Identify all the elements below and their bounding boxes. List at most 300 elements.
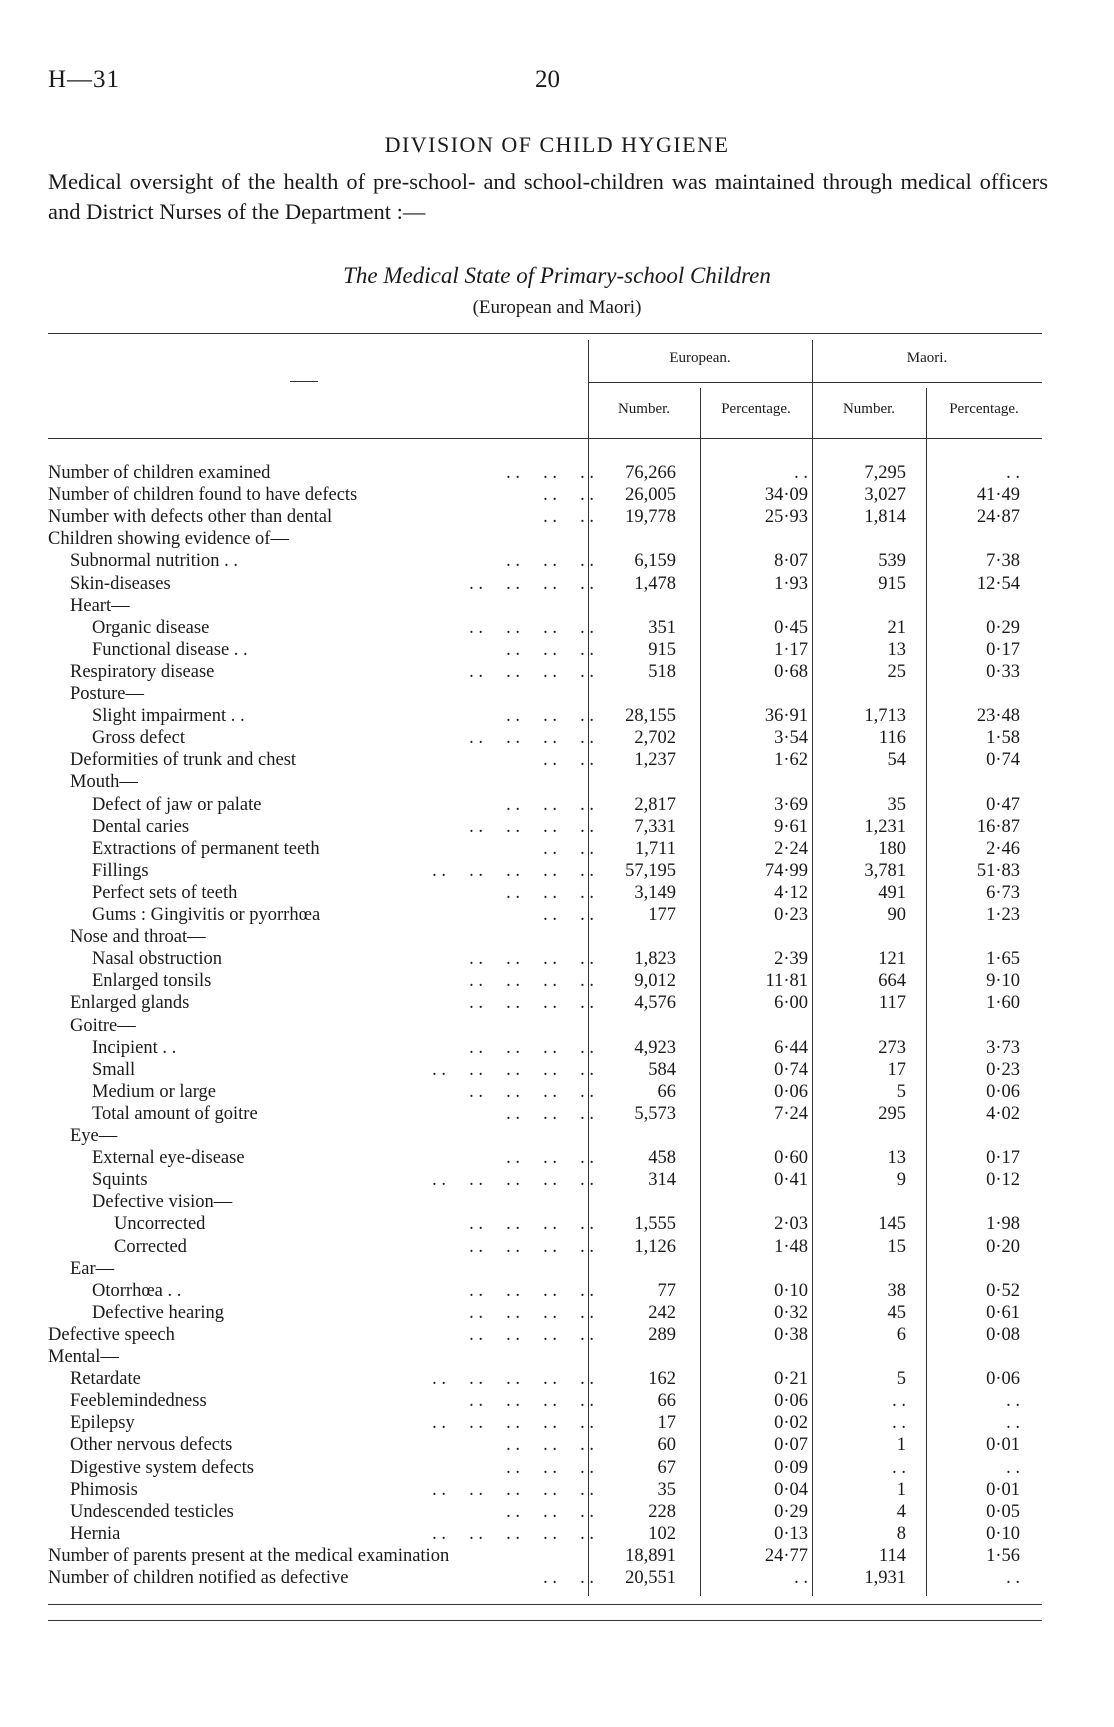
leader-dots: . . . . . . . . . . bbox=[432, 1523, 594, 1544]
cell-eu-percentage: 36·91 bbox=[764, 706, 808, 727]
cell-mao-percentage: 0·12 bbox=[986, 1170, 1020, 1191]
cell-eu-percentage: 0·06 bbox=[774, 1391, 808, 1412]
cell-mao-number: 9 bbox=[896, 1170, 906, 1191]
cell-mao-number: . . bbox=[892, 1457, 906, 1478]
leader-dots: . . . . bbox=[543, 507, 594, 528]
leader-dots: . . . . . . . . bbox=[469, 617, 594, 638]
row-label: Goitre— bbox=[70, 1015, 136, 1036]
cell-eu-number: 4,923 bbox=[634, 1037, 676, 1058]
intro-paragraph: Medical oversight of the health of pre-school- and school-children was maintained through medical officers and District Nurses of the Department :— bbox=[48, 169, 1048, 224]
header-eu-number: Number. bbox=[617, 401, 671, 417]
leader-dots: . . . . bbox=[543, 905, 594, 925]
row-label: Ear— bbox=[70, 1258, 115, 1279]
cell-mao-percentage: . . bbox=[1006, 1413, 1020, 1434]
cell-eu-percentage: 1·62 bbox=[774, 750, 808, 771]
cell-mao-percentage: 24·87 bbox=[976, 507, 1020, 528]
table-row bbox=[0, 705, 1114, 727]
cell-eu-number: 102 bbox=[648, 1523, 676, 1544]
cell-eu-percentage: 0·06 bbox=[774, 1081, 808, 1102]
cell-mao-percentage: . . bbox=[1006, 1457, 1020, 1478]
table-row bbox=[0, 794, 1114, 816]
row-label: External eye-disease bbox=[92, 1148, 245, 1169]
cell-eu-percentage: 0·68 bbox=[774, 661, 808, 682]
table-subtitle: (European and Maori) bbox=[472, 297, 642, 318]
row-label: Uncorrected bbox=[114, 1214, 206, 1235]
table-row bbox=[0, 1059, 1114, 1081]
row-label: Eye— bbox=[70, 1126, 118, 1146]
cell-eu-percentage: 0·45 bbox=[774, 617, 808, 638]
leader-dots: . . . . . . . . . . bbox=[432, 1170, 594, 1191]
cell-eu-number: 314 bbox=[648, 1170, 676, 1191]
cell-eu-number: 35 bbox=[657, 1479, 676, 1500]
leader-dots: . . . . . . bbox=[506, 882, 594, 903]
table-row bbox=[0, 1081, 1114, 1103]
table-row bbox=[0, 1103, 1114, 1125]
cell-eu-number: 2,702 bbox=[634, 728, 676, 749]
header-mao-number: Number. bbox=[842, 401, 896, 417]
leader-dots: . . . . . . . . bbox=[469, 1037, 594, 1058]
row-label: Perfect sets of teeth bbox=[92, 882, 238, 903]
table-bottom-rule-2 bbox=[48, 1620, 1042, 1621]
table-row bbox=[0, 550, 1114, 572]
leader-dots: . . . . . . bbox=[506, 1435, 594, 1456]
cell-eu-percentage: 0·29 bbox=[774, 1501, 808, 1522]
table-row bbox=[0, 860, 1114, 882]
table-row bbox=[0, 484, 1114, 506]
table-row bbox=[0, 882, 1114, 904]
table-row bbox=[0, 1390, 1114, 1412]
row-label: Number of children notified as defective bbox=[48, 1568, 349, 1588]
row-label: Organic disease bbox=[92, 617, 210, 638]
cell-mao-percentage: 0·06 bbox=[986, 1369, 1020, 1390]
table-row bbox=[0, 727, 1114, 749]
cell-mao-number: 54 bbox=[887, 750, 906, 771]
table-row bbox=[0, 1324, 1114, 1346]
cell-eu-percentage: 0·41 bbox=[774, 1170, 808, 1191]
cell-eu-percentage: 2·24 bbox=[774, 838, 808, 859]
row-label: Enlarged glands bbox=[70, 993, 190, 1014]
cell-mao-percentage: 0·74 bbox=[986, 750, 1020, 771]
table-bottom-rule bbox=[48, 1604, 1042, 1605]
leader-dots: . . . . . . . . bbox=[469, 1302, 594, 1323]
leader-dots: . . . . . . . . . . bbox=[432, 1369, 594, 1390]
cell-mao-percentage: . . bbox=[1006, 463, 1020, 483]
row-label: Number of children examined bbox=[48, 463, 271, 483]
leader-dots: . . . . bbox=[543, 485, 594, 506]
table-row bbox=[0, 639, 1114, 661]
cell-eu-percentage: 3·69 bbox=[774, 794, 808, 815]
table-row bbox=[0, 1567, 1114, 1589]
leader-dots: . . . . . . bbox=[506, 1103, 594, 1124]
cell-mao-number: 21 bbox=[887, 617, 906, 638]
table-row bbox=[0, 573, 1114, 595]
cell-mao-percentage: 0·10 bbox=[986, 1523, 1020, 1544]
cell-mao-number: 116 bbox=[878, 728, 906, 749]
cell-mao-percentage: 12·54 bbox=[976, 573, 1020, 594]
cell-mao-number: 15 bbox=[887, 1236, 906, 1257]
leader-dots: . . . . . . . . bbox=[469, 573, 594, 594]
cell-eu-number: 7,331 bbox=[634, 816, 676, 837]
cell-eu-number: 67 bbox=[657, 1457, 676, 1478]
cell-mao-number: 539 bbox=[878, 551, 906, 572]
cell-eu-number: 1,823 bbox=[634, 949, 676, 970]
cell-mao-percentage: 9·10 bbox=[986, 971, 1020, 992]
row-label: Skin-diseases bbox=[70, 573, 171, 594]
cell-mao-number: 1,713 bbox=[864, 706, 906, 727]
row-label: Retardate bbox=[70, 1369, 141, 1390]
cell-mao-percentage: 0·17 bbox=[986, 1148, 1020, 1169]
leader-dots: . . . . . . . . bbox=[469, 1324, 594, 1345]
cell-mao-percentage: 2·46 bbox=[986, 838, 1020, 859]
cell-mao-number: 35 bbox=[887, 794, 906, 815]
table-row bbox=[0, 506, 1114, 528]
cell-mao-number: 5 bbox=[896, 1081, 906, 1102]
leader-dots: . . . . . . . . bbox=[469, 993, 594, 1014]
cell-eu-number: 3,149 bbox=[634, 882, 676, 903]
row-label: Otorrhœa . . bbox=[92, 1280, 182, 1301]
cell-mao-percentage: 0·05 bbox=[986, 1501, 1020, 1522]
leader-dots: . . . . bbox=[543, 838, 594, 859]
cell-eu-percentage: 1·93 bbox=[774, 573, 808, 594]
cell-mao-percentage: 0·08 bbox=[986, 1324, 1020, 1345]
cell-mao-number: 273 bbox=[878, 1037, 906, 1058]
cell-mao-percentage: 0·23 bbox=[986, 1059, 1020, 1080]
leader-dots: . . . . . . . . bbox=[469, 1236, 594, 1257]
cell-eu-percentage: 9·61 bbox=[774, 816, 808, 837]
row-label: Feeblemindedness bbox=[70, 1391, 207, 1412]
leader-dots: . . . . . . . . bbox=[469, 1081, 594, 1102]
cell-mao-number: 295 bbox=[878, 1103, 906, 1124]
table-row bbox=[0, 771, 1114, 793]
cell-mao-number: 13 bbox=[887, 639, 906, 660]
row-label: Defective hearing bbox=[92, 1302, 224, 1323]
cell-mao-percentage: 3·73 bbox=[986, 1037, 1020, 1058]
table-row bbox=[0, 1368, 1114, 1390]
cell-mao-number: 5 bbox=[896, 1369, 906, 1390]
cell-mao-percentage: 41·49 bbox=[976, 485, 1020, 506]
cell-mao-percentage: 1·58 bbox=[986, 728, 1020, 749]
table-row bbox=[0, 992, 1114, 1014]
row-label: Defective speech bbox=[48, 1324, 175, 1345]
cell-eu-number: 28,155 bbox=[625, 706, 676, 727]
cell-mao-percentage: 0·17 bbox=[986, 639, 1020, 660]
cell-mao-number: 1 bbox=[896, 1435, 906, 1456]
cell-mao-percentage: 0·29 bbox=[986, 617, 1020, 638]
cell-mao-number: 664 bbox=[878, 971, 906, 992]
cell-mao-percentage: 1·23 bbox=[986, 905, 1020, 925]
cell-mao-percentage: 0·06 bbox=[986, 1081, 1020, 1102]
cell-eu-percentage: 0·09 bbox=[774, 1457, 808, 1478]
cell-eu-number: 5,573 bbox=[634, 1103, 676, 1124]
cell-mao-percentage: 0·61 bbox=[986, 1302, 1020, 1323]
leader-dots: . . . . . . . . bbox=[469, 661, 594, 682]
row-label: Number of children found to have defects bbox=[48, 485, 358, 506]
cell-mao-percentage: 0·33 bbox=[986, 661, 1020, 682]
cell-mao-number: 1 bbox=[896, 1479, 906, 1500]
table-row bbox=[0, 1258, 1114, 1280]
cell-eu-number: 76,266 bbox=[625, 463, 676, 483]
leader-dots: . . . . . . bbox=[506, 706, 594, 727]
cell-eu-percentage: 3·54 bbox=[774, 728, 808, 749]
row-label: Mental— bbox=[48, 1347, 119, 1367]
cell-eu-percentage: 0·04 bbox=[774, 1479, 808, 1500]
cell-eu-number: 66 bbox=[657, 1391, 676, 1412]
leader-dots: . . . . . . bbox=[506, 551, 594, 572]
cell-mao-number: 3,027 bbox=[864, 485, 906, 506]
cell-eu-number: 228 bbox=[648, 1501, 676, 1522]
table-row bbox=[0, 1545, 1114, 1567]
cell-eu-percentage: 0·10 bbox=[774, 1280, 808, 1301]
row-label: Defect of jaw or palate bbox=[92, 794, 262, 815]
cell-mao-number: 180 bbox=[878, 838, 906, 859]
table-row bbox=[0, 1169, 1114, 1191]
row-label: Squints bbox=[92, 1170, 148, 1191]
leader-dots: . . . . bbox=[543, 1568, 594, 1588]
cell-mao-number: 491 bbox=[878, 882, 906, 903]
cell-eu-percentage: 2·39 bbox=[774, 949, 808, 970]
cell-mao-percentage: . . bbox=[1006, 1568, 1020, 1588]
table-row bbox=[0, 595, 1114, 617]
cell-eu-percentage: 0·21 bbox=[774, 1369, 808, 1390]
cell-mao-percentage: 23·48 bbox=[976, 706, 1020, 727]
table-row bbox=[0, 683, 1114, 705]
row-label: Heart— bbox=[70, 595, 130, 616]
leader-dots: . . . . . . . . bbox=[469, 1214, 594, 1235]
cell-eu-percentage: 1·48 bbox=[774, 1236, 808, 1257]
row-label: Posture— bbox=[70, 684, 144, 704]
table-row bbox=[0, 462, 1114, 484]
cell-eu-number: 60 bbox=[657, 1435, 676, 1456]
cell-mao-percentage: 6·73 bbox=[986, 882, 1020, 903]
table-row bbox=[0, 661, 1114, 683]
cell-mao-number: 1,814 bbox=[864, 507, 906, 528]
leader-dots: . . . . . . . . . . bbox=[432, 1479, 594, 1500]
cell-eu-percentage: 6·00 bbox=[774, 993, 808, 1014]
cell-eu-percentage: 4·12 bbox=[774, 882, 808, 903]
cell-eu-percentage: 25·93 bbox=[764, 507, 808, 528]
cell-eu-number: 289 bbox=[648, 1324, 676, 1345]
cell-mao-percentage: 0·52 bbox=[986, 1280, 1020, 1301]
cell-eu-number: 162 bbox=[648, 1369, 676, 1390]
table-row bbox=[0, 617, 1114, 639]
leader-dots: . . . . . . . . bbox=[469, 1280, 594, 1301]
row-label: Corrected bbox=[114, 1236, 187, 1257]
cell-mao-number: 45 bbox=[887, 1302, 906, 1323]
table-row bbox=[0, 1213, 1114, 1235]
group-header-rule bbox=[588, 382, 1042, 383]
table-row bbox=[0, 926, 1114, 948]
cell-eu-percentage: 0·13 bbox=[774, 1523, 808, 1544]
row-label: Other nervous defects bbox=[70, 1435, 233, 1456]
table-row bbox=[0, 1147, 1114, 1169]
row-label: Respiratory disease bbox=[70, 661, 215, 682]
cell-eu-number: 6,159 bbox=[634, 551, 676, 572]
cell-eu-percentage: 11·81 bbox=[765, 971, 808, 992]
table-row bbox=[0, 838, 1114, 860]
leader-dots: . . . . bbox=[543, 750, 594, 771]
cell-eu-number: 177 bbox=[648, 905, 676, 925]
cell-mao-number: 17 bbox=[887, 1059, 906, 1080]
cell-mao-number: 1,931 bbox=[864, 1568, 906, 1588]
cell-mao-number: 1,231 bbox=[864, 816, 906, 837]
cell-eu-percentage: 0·74 bbox=[774, 1059, 808, 1080]
cell-mao-number: 145 bbox=[878, 1214, 906, 1235]
leader-dots: . . . . . . . . . . bbox=[432, 1413, 594, 1434]
row-label: Nasal obstruction bbox=[92, 949, 222, 970]
cell-eu-percentage: 0·02 bbox=[774, 1413, 808, 1434]
table-row bbox=[0, 948, 1114, 970]
header-eu-percentage: Percentage. bbox=[721, 401, 791, 417]
table-row bbox=[0, 1302, 1114, 1324]
cell-mao-number: 4 bbox=[896, 1501, 906, 1522]
cell-eu-number: 17 bbox=[657, 1413, 676, 1434]
row-label: Deformities of trunk and chest bbox=[70, 750, 297, 771]
row-label: Defective vision— bbox=[92, 1192, 233, 1213]
cell-eu-number: 57,195 bbox=[625, 860, 676, 881]
leader-dots: . . . . . . . . bbox=[469, 971, 594, 992]
table-row bbox=[0, 1412, 1114, 1434]
cell-eu-number: 66 bbox=[657, 1081, 676, 1102]
row-label: Number of parents present at the medical examination bbox=[48, 1545, 450, 1566]
table-title: The Medical State of Primary-school Children bbox=[343, 263, 771, 288]
cell-eu-number: 19,778 bbox=[625, 507, 676, 528]
row-label: Gums : Gingivitis or pyorrhœa bbox=[92, 905, 321, 925]
cell-eu-number: 1,478 bbox=[634, 573, 676, 594]
cell-eu-percentage: 1·17 bbox=[774, 639, 808, 660]
table-row bbox=[0, 1457, 1114, 1479]
row-label: Incipient . . bbox=[92, 1037, 177, 1058]
row-label: Number with defects other than dental bbox=[48, 507, 333, 528]
row-label: Digestive system defects bbox=[70, 1457, 254, 1478]
cell-eu-number: 242 bbox=[648, 1302, 676, 1323]
cell-eu-number: 351 bbox=[648, 617, 676, 638]
cell-mao-number: 6 bbox=[896, 1324, 906, 1345]
cell-mao-percentage: . . bbox=[1006, 1391, 1020, 1412]
cell-mao-number: 915 bbox=[878, 573, 906, 594]
cell-eu-number: 2,817 bbox=[634, 794, 676, 815]
table-row bbox=[0, 1280, 1114, 1302]
cell-eu-number: 518 bbox=[648, 661, 676, 682]
row-label: Epilepsy bbox=[70, 1413, 135, 1434]
cell-mao-number: 38 bbox=[887, 1280, 906, 1301]
leader-dots: . . . . . . . . bbox=[469, 816, 594, 837]
table-row bbox=[0, 904, 1114, 926]
cell-mao-percentage: 1·98 bbox=[986, 1214, 1020, 1235]
cell-eu-percentage: 0·07 bbox=[774, 1435, 808, 1456]
cell-mao-number: 117 bbox=[878, 993, 906, 1014]
cell-mao-number: 25 bbox=[887, 661, 906, 682]
header-maori: Maori. bbox=[906, 350, 948, 366]
row-label: Phimosis bbox=[70, 1479, 138, 1500]
table-row bbox=[0, 528, 1114, 550]
row-label: Slight impairment . . bbox=[92, 706, 245, 727]
cell-mao-number: 114 bbox=[878, 1545, 906, 1566]
column-header-rule bbox=[48, 438, 1042, 439]
row-label: Hernia bbox=[70, 1523, 121, 1544]
header-mao-percentage: Percentage. bbox=[949, 401, 1019, 417]
row-label: Fillings bbox=[92, 860, 149, 881]
table-row bbox=[0, 1191, 1114, 1213]
row-label: Enlarged tonsils bbox=[92, 971, 212, 992]
row-label: Undescended testicles bbox=[70, 1501, 234, 1522]
cell-mao-percentage: 0·01 bbox=[986, 1479, 1020, 1500]
cell-eu-percentage: 2·03 bbox=[774, 1214, 808, 1235]
cell-eu-number: 9,012 bbox=[634, 971, 676, 992]
cell-mao-number: 7,295 bbox=[864, 463, 906, 483]
cell-eu-percentage: 34·09 bbox=[764, 485, 808, 506]
cell-eu-number: 1,555 bbox=[634, 1214, 676, 1235]
header-european: European. bbox=[669, 350, 731, 366]
row-label: Children showing evidence of— bbox=[48, 529, 289, 550]
cell-eu-percentage: 24·77 bbox=[764, 1545, 808, 1566]
cell-eu-percentage: 0·38 bbox=[774, 1324, 808, 1345]
leader-dots: . . . . . . bbox=[506, 463, 594, 483]
cell-eu-number: 1,126 bbox=[634, 1236, 676, 1257]
row-label: Dental caries bbox=[92, 816, 190, 837]
cell-mao-percentage: 16·87 bbox=[976, 816, 1020, 837]
cell-eu-number: 18,891 bbox=[625, 1545, 676, 1566]
cell-eu-percentage: 0·60 bbox=[774, 1148, 808, 1169]
row-label: Small bbox=[92, 1059, 136, 1080]
table-row bbox=[0, 970, 1114, 992]
cell-eu-number: 458 bbox=[648, 1148, 676, 1169]
leader-dots: . . . . . . . . . . bbox=[432, 860, 594, 881]
leader-dots: . . . . . . bbox=[506, 1501, 594, 1522]
table-top-rule bbox=[48, 333, 1042, 334]
cell-eu-percentage: 74·99 bbox=[764, 860, 808, 881]
table-row bbox=[0, 816, 1114, 838]
cell-eu-number: 1,711 bbox=[635, 838, 676, 859]
table-row bbox=[0, 1236, 1114, 1258]
table-row bbox=[0, 1037, 1114, 1059]
table-row bbox=[0, 1434, 1114, 1456]
row-label: Mouth— bbox=[70, 772, 138, 793]
cell-mao-number: . . bbox=[892, 1413, 906, 1434]
section-title: DIVISION OF CHILD HYGIENE bbox=[384, 132, 730, 157]
table-row bbox=[0, 1346, 1114, 1368]
cell-eu-percentage: 0·32 bbox=[774, 1302, 808, 1323]
row-label: Extractions of permanent teeth bbox=[92, 838, 320, 859]
stub-header-dash bbox=[290, 381, 318, 382]
cell-eu-number: 915 bbox=[648, 639, 676, 660]
cell-mao-percentage: 1·65 bbox=[986, 949, 1020, 970]
table-row bbox=[0, 1125, 1114, 1147]
cell-mao-percentage: 4·02 bbox=[986, 1103, 1020, 1124]
cell-eu-percentage: 8·07 bbox=[774, 551, 808, 572]
cell-eu-number: 584 bbox=[648, 1059, 676, 1080]
cell-mao-number: . . bbox=[892, 1391, 906, 1412]
cell-eu-percentage: 0·23 bbox=[774, 905, 808, 925]
cell-eu-number: 4,576 bbox=[634, 993, 676, 1014]
leader-dots: . . . . . . . . bbox=[469, 728, 594, 749]
page-number: 20 bbox=[535, 66, 560, 93]
cell-mao-number: 90 bbox=[887, 905, 906, 925]
leader-dots: . . . . . . . . bbox=[469, 949, 594, 970]
cell-eu-number: 20,551 bbox=[625, 1568, 676, 1588]
leader-dots: . . . . . . bbox=[506, 794, 594, 815]
leader-dots: . . . . . . bbox=[506, 1148, 594, 1169]
cell-eu-percentage: 6·44 bbox=[774, 1037, 808, 1058]
cell-mao-number: 13 bbox=[887, 1148, 906, 1169]
cell-mao-number: 3,781 bbox=[864, 860, 906, 881]
table-row bbox=[0, 1479, 1114, 1501]
cell-mao-percentage: 0·47 bbox=[986, 794, 1020, 815]
leader-dots: . . . . . . . . . . bbox=[432, 1059, 594, 1080]
leader-dots: . . . . . . bbox=[506, 1457, 594, 1478]
cell-eu-number: 1,237 bbox=[634, 750, 676, 771]
cell-mao-percentage: 51·83 bbox=[976, 860, 1020, 881]
row-label: Medium or large bbox=[92, 1081, 216, 1102]
